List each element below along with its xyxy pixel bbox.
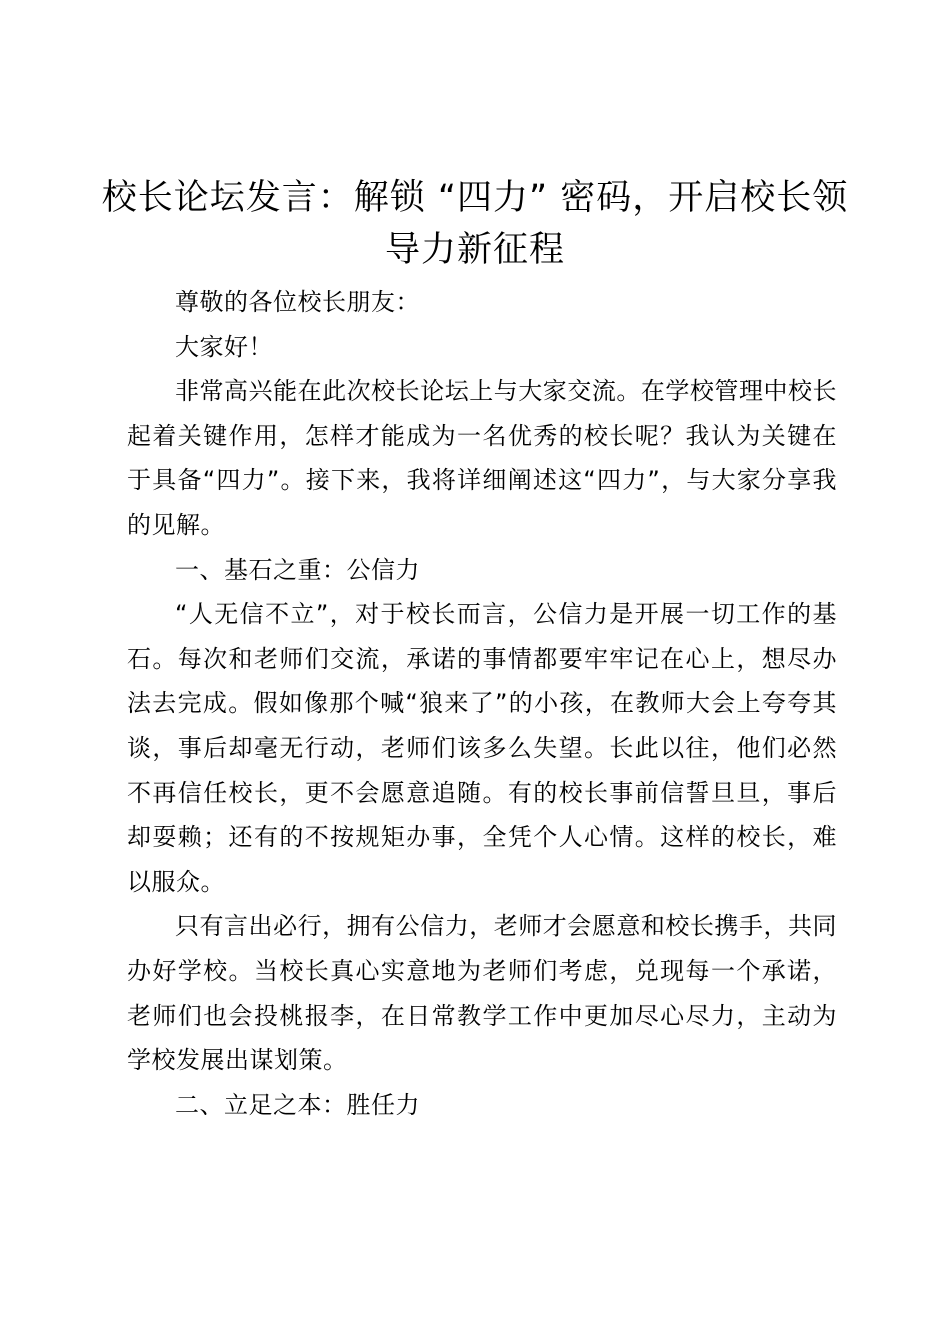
greeting: 大家好！ (175, 332, 273, 361)
section-heading-2: 二、立足之本：胜任力 (175, 1090, 420, 1119)
document-body (127, 280, 837, 1127)
document-title: 校长论坛发言：解锁 “四力” 密码，开启校长领导力新征程 (101, 178, 849, 270)
intro-paragraph: 非常高兴能在此次校长论坛上与大家交流。在学校管理中校长起着关键作用，怎样才能成为一名优秀的校长呢？我认为关键在于具备“四力”。接下来，我将详细阐述这“四力”，与大家分享我的见解。 (127, 377, 837, 539)
section-1-paragraph-1: “人无信不立”，对于校长而言，公信力是开展一切工作的基石。每次和老师们交流，承诺的事情都要牢牢记在心上，想尽办法去完成。假如像那个喊“狼来了”的小孩，在教师大会上夸夸其谈，事后却毫无行动，老师们该多么失望。长此以往，他们必然不再信任校长，更不会愿意追随。有的校长事前信誓旦旦，事后却耍赖；还有的不按规矩办事，全凭个人心情。这样的校长，难以服众。 (127, 600, 837, 896)
section-1-paragraph-2: 只有言出必行，拥有公信力，老师才会愿意和校长携手，共同办好学校。当校长真心实意地为老师们考虑，兑现每一个承诺，老师们也会投桃报李，在日常教学工作中更加尽心尽力，主动为学校发展出谋划策。 (127, 912, 837, 1075)
salutation: 尊敬的各位校长朋友： (175, 288, 420, 316)
section-heading-1: 一、基石之重：公信力 (175, 555, 420, 584)
